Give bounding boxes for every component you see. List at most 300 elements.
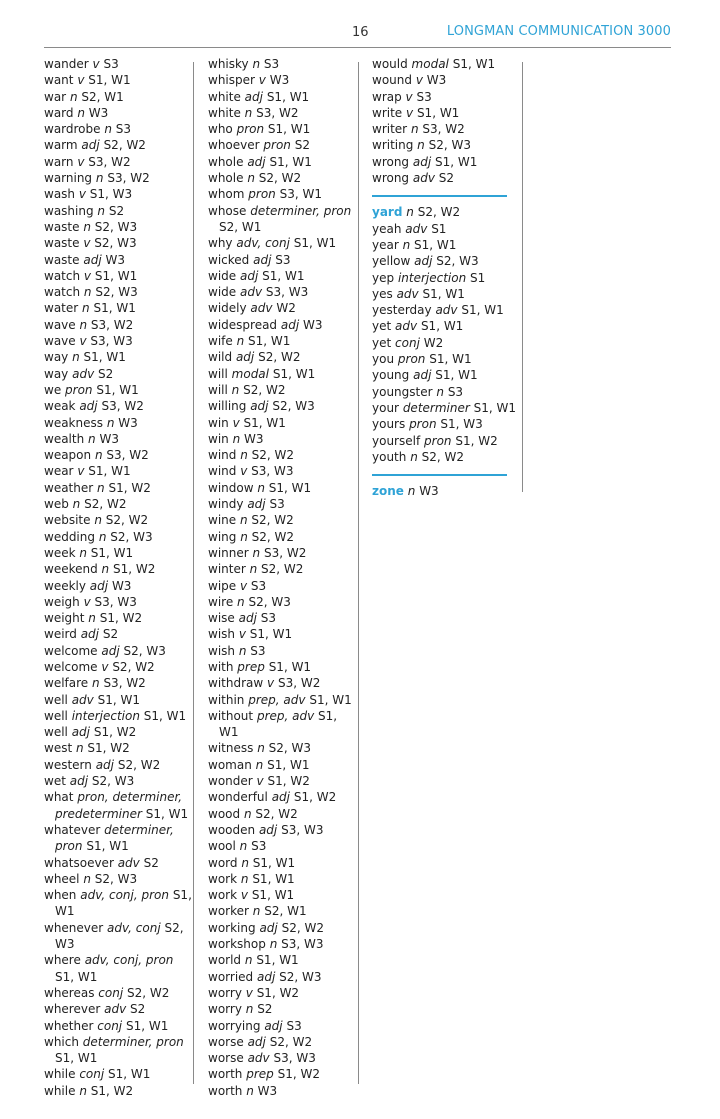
- headword: weird: [44, 627, 77, 642]
- headword: wardrobe: [44, 122, 101, 137]
- dictionary-entry: [208, 594, 358, 610]
- column-1: [44, 56, 192, 1099]
- part-of-speech: adj: [71, 725, 91, 740]
- part-of-speech: v: [415, 73, 423, 88]
- headword: welfare: [44, 676, 89, 691]
- headword: weigh: [44, 594, 80, 609]
- part-of-speech: determiner, pron: [82, 1034, 184, 1049]
- part-of-speech: n: [406, 205, 414, 220]
- headword: whatsoever: [44, 855, 114, 870]
- headword: wrong: [372, 154, 410, 169]
- frequency-code: S1, W1: [86, 839, 129, 854]
- part-of-speech: prep: [246, 1067, 274, 1082]
- part-of-speech: adj: [250, 399, 269, 414]
- frequency-code: W3: [244, 431, 264, 446]
- frequency-code: S1, W2: [87, 741, 130, 756]
- headword: year: [372, 237, 399, 252]
- part-of-speech: n: [77, 105, 85, 120]
- headword: ward: [44, 105, 74, 120]
- frequency-code: W2: [423, 335, 444, 350]
- frequency-code: S3: [103, 57, 119, 71]
- dictionary-entry: [372, 105, 522, 121]
- headword: you: [372, 352, 395, 367]
- frequency-code: S2, W2: [112, 659, 155, 674]
- part-of-speech: v: [92, 57, 100, 71]
- part-of-speech: adj: [238, 611, 257, 626]
- dictionary-entry: [208, 496, 358, 512]
- part-of-speech: adj: [258, 822, 278, 837]
- dictionary-entry: [44, 105, 192, 121]
- dictionary-entry: [208, 235, 358, 251]
- frequency-code: S1, W1: [55, 969, 98, 984]
- part-of-speech: n: [245, 1002, 254, 1017]
- dictionary-entry: [44, 773, 192, 789]
- dictionary-entry: [44, 496, 192, 512]
- headword: worry: [208, 1002, 242, 1017]
- part-of-speech: n: [83, 285, 92, 300]
- frequency-code: S1, W1: [435, 368, 478, 383]
- headword: wrong: [372, 171, 410, 186]
- page-number: 16: [352, 25, 369, 40]
- headword: weekend: [44, 562, 98, 577]
- frequency-code: W3: [111, 578, 132, 593]
- frequency-code: S3, W2: [88, 154, 131, 169]
- frequency-code: S1, W1: [422, 286, 465, 301]
- frequency-code: S3: [115, 122, 132, 137]
- headword: washing: [44, 203, 94, 218]
- frequency-code: S2, W3: [436, 254, 479, 269]
- dictionary-entry: [208, 121, 358, 137]
- frequency-code: S1, W1: [55, 1051, 98, 1066]
- part-of-speech: v: [83, 236, 91, 251]
- dictionary-entry: [372, 270, 522, 286]
- frequency-code: S2, W2: [417, 205, 461, 220]
- frequency-code: S2, W2: [281, 920, 324, 935]
- part-of-speech: n: [241, 855, 249, 870]
- frequency-code: S1, W1: [93, 301, 136, 316]
- headword: warn: [44, 154, 74, 169]
- section-head-entry: [372, 204, 522, 220]
- dictionary-entry: [44, 398, 192, 414]
- running-head: LONGMAN COMMUNICATION 3000: [446, 24, 671, 39]
- dictionary-entry: [208, 1018, 358, 1034]
- dictionary-entry: [372, 56, 522, 72]
- part-of-speech: v: [77, 464, 85, 479]
- frequency-code: W3: [105, 252, 125, 267]
- dictionary-entry: [208, 969, 358, 985]
- headword: will: [208, 382, 228, 397]
- part-of-speech: adj: [239, 268, 259, 283]
- headword: wonder: [208, 774, 253, 789]
- frequency-code: S3: [263, 57, 280, 71]
- dictionary-entry: [372, 400, 522, 416]
- headword: why: [208, 236, 233, 251]
- part-of-speech: n: [257, 741, 265, 756]
- part-of-speech: v: [238, 627, 246, 642]
- part-of-speech: adv: [117, 855, 140, 870]
- headword: work: [208, 871, 238, 886]
- part-of-speech: v: [267, 676, 275, 691]
- part-of-speech: n: [98, 529, 107, 544]
- frequency-code: S2, W2: [251, 529, 295, 544]
- frequency-code: S3: [260, 611, 277, 626]
- headword: weapon: [44, 448, 92, 463]
- part-of-speech: n: [106, 415, 115, 430]
- dictionary-entry: [44, 333, 192, 349]
- part-of-speech: conj: [79, 1067, 105, 1082]
- frequency-code: S3, W2: [263, 545, 307, 560]
- headword: where: [44, 953, 81, 968]
- dictionary-entry: [208, 366, 358, 382]
- frequency-code: S1, W3: [440, 417, 483, 432]
- part-of-speech: pron: [236, 122, 265, 137]
- column-divider-3: [522, 62, 523, 492]
- frequency-code: S1, W2: [277, 1067, 321, 1082]
- part-of-speech: n: [231, 382, 240, 397]
- frequency-code: S1, W2: [293, 790, 337, 805]
- part-of-speech: n: [72, 350, 80, 365]
- section-divider: [372, 195, 507, 197]
- headword: weakness: [44, 415, 103, 430]
- part-of-speech: pron: [409, 417, 437, 432]
- part-of-speech: adj: [235, 350, 255, 365]
- dictionary-entry: [44, 154, 192, 170]
- dictionary-entry: [44, 170, 192, 186]
- part-of-speech: adv: [72, 366, 95, 381]
- headword: wealth: [44, 431, 85, 446]
- frequency-code: S2, W2: [117, 757, 161, 772]
- dictionary-entry: [44, 317, 192, 333]
- part-of-speech: n: [244, 953, 253, 968]
- frequency-code: S3: [269, 497, 285, 512]
- part-of-speech: pron: [424, 433, 452, 448]
- part-of-speech: n: [92, 676, 100, 691]
- frequency-code: S1, W1: [473, 400, 516, 415]
- headword: yard: [372, 205, 403, 220]
- frequency-code: S2, W2: [105, 513, 149, 528]
- dictionary-entry: [372, 72, 522, 88]
- headword: white: [208, 105, 241, 120]
- dictionary-entry: [44, 72, 192, 88]
- dictionary-entry: [208, 659, 358, 675]
- dictionary-entry: [208, 252, 358, 268]
- part-of-speech: determiner: [402, 400, 470, 415]
- dictionary-entry: [44, 724, 192, 740]
- dictionary-entry: [208, 1034, 358, 1050]
- dictionary-entry: [208, 463, 358, 479]
- dictionary-entry: [208, 675, 358, 691]
- frequency-code: S2, W3: [94, 236, 137, 251]
- frequency-code: S3: [275, 252, 291, 267]
- part-of-speech: pron: [397, 352, 426, 367]
- headword: want: [44, 73, 74, 88]
- frequency-code: S2, W1: [219, 219, 262, 234]
- frequency-code: S1, W1: [83, 350, 126, 365]
- frequency-code: S2, W3: [428, 138, 471, 153]
- dictionary-entry: [208, 855, 358, 871]
- headword: warning: [44, 171, 93, 186]
- part-of-speech: adj: [69, 774, 89, 789]
- dictionary-entry: [208, 154, 358, 170]
- frequency-code: S1, W1: [420, 319, 464, 334]
- dictionary-entry: [44, 985, 192, 1001]
- headword: witness: [208, 741, 254, 756]
- frequency-code: S2, W2: [269, 1034, 313, 1049]
- part-of-speech: adv: [395, 319, 418, 334]
- dictionary-entry: [44, 626, 192, 642]
- part-of-speech: n: [410, 122, 419, 137]
- frequency-code: S2: [257, 1002, 273, 1017]
- headword: working: [208, 920, 256, 935]
- frequency-code: S1, W1: [252, 871, 295, 886]
- frequency-code: S1, W1: [293, 236, 337, 251]
- part-of-speech: adv: [435, 303, 458, 318]
- dictionary-entry: [44, 284, 192, 300]
- frequency-code: S3, W2: [422, 122, 465, 137]
- dictionary-entry: [208, 740, 358, 756]
- part-of-speech: pron: [65, 382, 93, 397]
- dictionary-entry: [44, 789, 192, 822]
- headword: website: [44, 513, 91, 528]
- dictionary-entry: [208, 789, 358, 805]
- headword: worth: [208, 1067, 243, 1082]
- headword: young: [372, 368, 410, 383]
- part-of-speech: n: [232, 431, 241, 446]
- dictionary-entry: [208, 447, 358, 463]
- dictionary-entry: [44, 610, 192, 626]
- dictionary-entry: [208, 887, 358, 903]
- dictionary-entry: [208, 1050, 358, 1066]
- frequency-code: S3, W3: [281, 822, 324, 837]
- part-of-speech: n: [94, 448, 103, 463]
- column-2: [208, 56, 358, 1099]
- dictionary-entry: [44, 1001, 192, 1017]
- dictionary-entry: [44, 349, 192, 365]
- part-of-speech: v: [405, 89, 413, 104]
- frequency-code: W3: [118, 415, 138, 430]
- headword: willing: [208, 399, 247, 414]
- dictionary-entry: [208, 529, 358, 545]
- headword: well: [44, 692, 68, 707]
- dictionary-entry: [44, 643, 192, 659]
- part-of-speech: n: [69, 89, 78, 104]
- frequency-code: S3, W2: [107, 171, 150, 186]
- part-of-speech: v: [83, 268, 92, 283]
- frequency-code: S3: [447, 384, 464, 399]
- frequency-code: S3: [286, 1018, 302, 1033]
- headword: woman: [208, 757, 252, 772]
- dictionary-entry: [44, 480, 192, 496]
- dictionary-entry: [208, 871, 358, 887]
- frequency-code: S2, W2: [421, 449, 465, 464]
- dictionary-entry: [44, 529, 192, 545]
- headword: weak: [44, 399, 76, 414]
- dictionary-entry: [44, 822, 192, 855]
- section-divider: [372, 474, 507, 476]
- frequency-code: S1, W1: [88, 73, 131, 88]
- part-of-speech: modal: [411, 57, 449, 71]
- headword: widely: [208, 301, 247, 316]
- frequency-code: S1, W1: [272, 366, 316, 381]
- headword: windy: [208, 497, 244, 512]
- dictionary-entry: [208, 431, 358, 447]
- part-of-speech: n: [249, 562, 258, 577]
- headword: yours: [372, 417, 406, 432]
- headword: watch: [44, 268, 81, 283]
- part-of-speech: n: [79, 1083, 87, 1098]
- part-of-speech: n: [240, 529, 248, 544]
- headword: well: [44, 725, 68, 740]
- dictionary-entry: [44, 887, 192, 920]
- headword: wipe: [208, 578, 237, 593]
- dictionary-entry: [208, 480, 358, 496]
- part-of-speech: adj: [412, 154, 432, 169]
- part-of-speech: adj: [244, 89, 263, 104]
- headword: well: [44, 708, 68, 723]
- headword: work: [208, 888, 238, 903]
- dictionary-entry: [372, 351, 522, 367]
- dictionary-entry: [44, 561, 192, 577]
- headword: winner: [208, 545, 249, 560]
- part-of-speech: n: [94, 513, 102, 528]
- part-of-speech: n: [83, 871, 91, 886]
- headword: whisper: [208, 73, 255, 88]
- frequency-code: S1, W1: [268, 480, 312, 495]
- frequency-code: S1, W1: [416, 105, 460, 120]
- part-of-speech: n: [88, 431, 96, 446]
- headword: wish: [208, 627, 236, 642]
- headword: whisky: [208, 57, 249, 71]
- dictionary-entry: [44, 1034, 192, 1067]
- dictionary-entry: [208, 300, 358, 316]
- headword: week: [44, 545, 76, 560]
- part-of-speech: n: [269, 937, 278, 952]
- dictionary-entry: [208, 203, 358, 236]
- headword: worth: [208, 1083, 243, 1098]
- part-of-speech: conj: [98, 985, 124, 1000]
- frequency-code: S3, W2: [256, 105, 299, 120]
- dictionary-entry: [372, 253, 522, 269]
- frequency-code: S1, W1: [88, 464, 131, 479]
- headword: whose: [208, 203, 247, 218]
- headword: wild: [208, 350, 233, 365]
- part-of-speech: adv, conj, pron: [80, 888, 169, 903]
- dictionary-entry: [208, 89, 358, 105]
- frequency-code: S2: [98, 366, 114, 381]
- dictionary-entry: [44, 545, 192, 561]
- frequency-code: S2, W2: [261, 562, 304, 577]
- part-of-speech: adj: [89, 578, 109, 593]
- frequency-code: S3, W2: [103, 676, 146, 691]
- dictionary-entry: [44, 137, 192, 153]
- column-divider-1: [193, 62, 194, 1084]
- dictionary-entry: [208, 398, 358, 414]
- dictionary-entry: [44, 56, 192, 72]
- frequency-code: S2: [438, 171, 455, 186]
- headword: wheel: [44, 871, 80, 886]
- part-of-speech: n: [75, 741, 84, 756]
- part-of-speech: n: [237, 594, 245, 609]
- frequency-code: S1, W1: [256, 953, 299, 968]
- dictionary-entry: [208, 170, 358, 186]
- part-of-speech: pron: [263, 138, 291, 153]
- headword: waste: [44, 219, 80, 234]
- headword: wound: [372, 73, 412, 88]
- headword: web: [44, 497, 69, 512]
- dictionary-entry: [208, 757, 358, 773]
- headword: will: [208, 366, 228, 381]
- dictionary-entry: [208, 349, 358, 365]
- part-of-speech: n: [417, 138, 425, 153]
- frequency-code: S2, W2: [255, 806, 298, 821]
- part-of-speech: conj: [395, 335, 420, 350]
- headword: while: [44, 1083, 76, 1098]
- part-of-speech: n: [82, 301, 90, 316]
- part-of-speech: n: [104, 122, 112, 137]
- frequency-code: S1, W1: [94, 268, 138, 283]
- part-of-speech: v: [232, 415, 240, 430]
- part-of-speech: adv: [405, 221, 428, 236]
- frequency-code: S2, W1: [81, 89, 124, 104]
- dictionary-entry: [44, 89, 192, 105]
- dictionary-entry: [44, 382, 192, 398]
- part-of-speech: adj: [247, 497, 266, 512]
- frequency-code: S1, W1: [309, 692, 352, 707]
- dictionary-entry: [208, 936, 358, 952]
- frequency-code: S3, W3: [265, 285, 309, 300]
- part-of-speech: adj: [256, 969, 276, 984]
- headword: wing: [208, 529, 237, 544]
- part-of-speech: n: [95, 171, 104, 186]
- part-of-speech: interjection: [71, 708, 140, 723]
- frequency-code: S2: [102, 627, 119, 642]
- frequency-code: S1, W1: [268, 659, 312, 674]
- part-of-speech: adv: [239, 285, 263, 300]
- dictionary-entry: [44, 463, 192, 479]
- part-of-speech: v: [101, 659, 109, 674]
- part-of-speech: interjection: [397, 270, 467, 285]
- part-of-speech: n: [101, 562, 110, 577]
- dictionary-entry: [208, 626, 358, 642]
- dictionary-entry: [208, 186, 358, 202]
- dictionary-entry: [208, 708, 358, 741]
- dictionary-entry: [372, 221, 522, 237]
- dictionary-entry: [372, 449, 522, 465]
- frequency-code: S2, W2: [258, 350, 301, 365]
- frequency-code: S1, W1: [452, 57, 496, 71]
- column-3: [372, 56, 522, 499]
- frequency-code: S1, W1: [96, 382, 139, 397]
- part-of-speech: adj: [83, 252, 102, 267]
- dictionary-entry: [44, 952, 192, 985]
- dictionary-entry: [208, 333, 358, 349]
- dictionary-entry: [372, 137, 522, 153]
- part-of-speech: n: [79, 545, 87, 560]
- headword: weight: [44, 611, 85, 626]
- headword: wet: [44, 774, 66, 789]
- part-of-speech: v: [406, 105, 414, 120]
- headword: welcome: [44, 643, 98, 658]
- dictionary-entry: [44, 415, 192, 431]
- frequency-code: S3, W2: [106, 448, 149, 463]
- headword: who: [208, 122, 233, 137]
- headword: would: [372, 57, 408, 71]
- dictionary-entry: [208, 382, 358, 398]
- frequency-code: S2, W2: [127, 985, 170, 1000]
- frequency-code: S1, W1: [145, 806, 189, 821]
- dictionary-entry: [44, 675, 192, 691]
- part-of-speech: adv, conj: [236, 236, 290, 251]
